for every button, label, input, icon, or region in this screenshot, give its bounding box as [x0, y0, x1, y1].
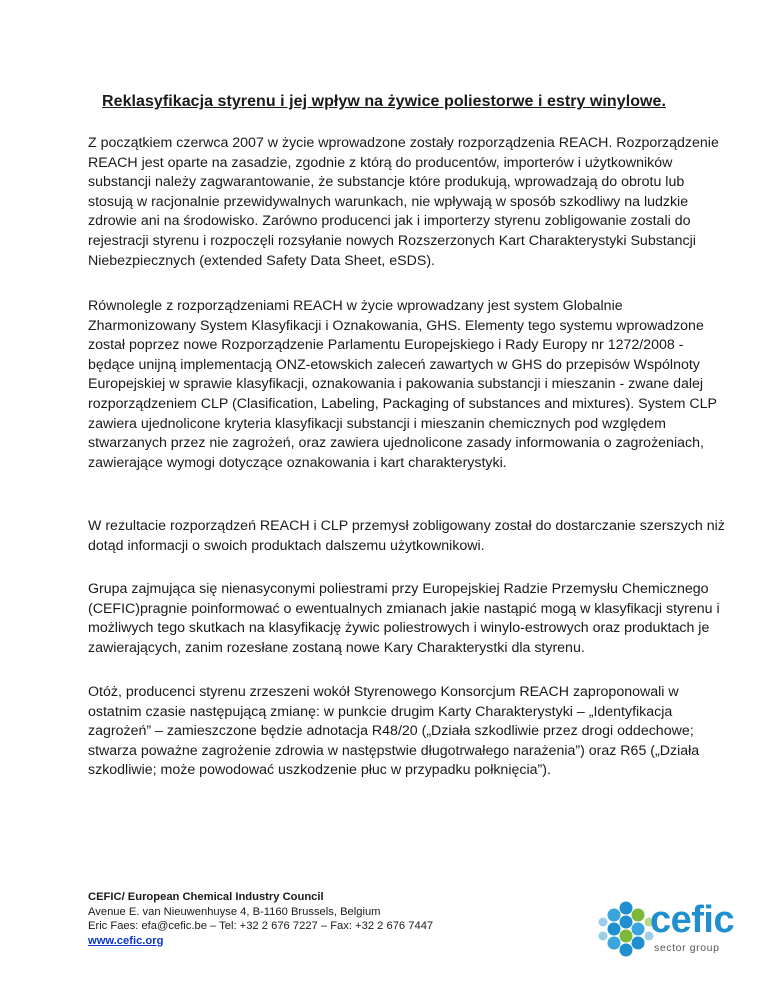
footer-address: Avenue E. van Nieuwenhuyse 4, B-1160 Brussels, Belgium	[88, 905, 381, 918]
cefic-logo-word: cefic	[650, 899, 735, 941]
footer-website-link[interactable]: www.cefic.org	[88, 934, 164, 947]
paragraph-styrene-change: Otóż, producenci styrenu zrzeszeni wokół Styrenowego Konsorcjum REACH zaproponowali w ostatnim czasie następującą zmianę: w punkcie drugim Karty Charakterystyki – „Identyfikacja zagrożeń” – zamieszczone będzie adnotacja R48/20 („Działa szkodliwie przez drogi oddechowe; stwarza poważne zagrożenie zdrowia w następstwie długotrwałego narażenia”) oraz R65 („Działa szkodliwie; może powodować uszkodzenie płuc w przypadku połknięcia”).	[88, 684, 700, 779]
cefic-logo-icon	[598, 898, 654, 960]
paragraph-cefic-group: Grupa zajmująca się nienasyconymi poliestrami przy Europejskiej Radzie Przemysłu Chemicznego (CEFIC)pragnie poinformować o ewentualnych zmianach jakie nastąpić mogą w klasyfikacji styrenu i możliwych tego skutkach na klasyfikację żywic poliestrowych i winylo-estrowych oraz produktach je zawierających, zanim rozesłane zostaną nowe Kary Charakterystki dla styrenu.	[88, 581, 720, 656]
cefic-logo-subtitle: sector group	[654, 942, 720, 954]
cefic-logo	[598, 898, 738, 960]
paragraph-result: W rezultacie rozporządzeń REACH i CLP przemysł zobligowany został do dostarczanie szerszych niż dotąd informacji o swoich produktach dalszemu użytkownikowi.	[88, 518, 725, 554]
paragraph-ghs-clp: Równolegle z rozporządzeniami REACH w życie wprowadzany jest system Globalnie Zharmonizowany System Klasyfikacji i Oznakowania, GHS. Elementy tego systemu wprowadzone został poprzez nowe Rozporządzenie Parlamentu Europejskiego i Rady Europy nr 1272/2008 - będące unijną implementacją ONZ-etowskich zaleceń zawartych w GHS do przepisów Wspólnoty Europejskiej w sprawie klasyfikacji, oznakowania i pakowania substancji i mieszanin - zwane dalej rozporządzeniem CLP (Clasification, Labeling, Packaging of substances and mixtures). System CLP zawiera ujednolicone kryteria klasyfikacji substancji i mieszanin chemicznych pod względem stwarzanych przez nie zagrożeń, oraz zawiera ujednolicone zasady informowania o zagrożeniach, zawierające wymogi dotyczące oznakowania i kart charakterystyki.	[88, 298, 717, 471]
footer-org: CEFIC/ European Chemical Industry Council	[88, 891, 324, 903]
paragraph-reach: Z początkiem czerwca 2007 w życie wprowadzone zostały rozporządzenia REACH. Rozporządzenie REACH jest oparte na zasadzie, zgodnie z którą do producentów, importerów i użytkowników substancji należy zagwarantowanie, że substancje które produkują, wprowadzają do obrotu lub stosują w racjonalnie przewidywalnych warunkach, nie wpływają w sposób szkodliwy na ludzkie zdrowie ani na środowisko. Zarówno producenci jak i importerzy styrenu zobligowanie zostali do rejestracji styrenu i rozpoczęli rozsyłanie nowych Rozszerzonych Kart Charakterystyki Substancji Niebezpiecznych (extended Safety Data Sheet, eSDS).	[88, 135, 719, 269]
document-title: Reklasyfikacja styrenu i jej wpływ na żywice poliestorwe i estry winylowe.	[102, 93, 666, 110]
footer	[88, 890, 508, 948]
footer-contact: Eric Faes: efa@cefic.be – Tel: +32 2 676 7227 – Fax: +32 2 676 7447	[88, 920, 434, 933]
